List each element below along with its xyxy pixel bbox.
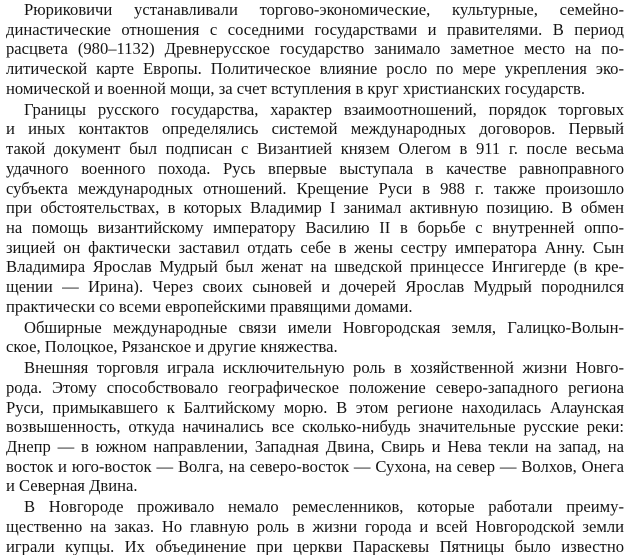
text-line: Обширные международные связи имели Новгородская земля, Галицко-Волын- bbox=[24, 317, 624, 337]
text-line: расцвета (980–1132) Древнерусское государство занимало заметное место на по- bbox=[6, 39, 624, 59]
text-line: литической карте Европы. Политическое влияние росло по мере укрепления эко- bbox=[6, 59, 624, 79]
text-line: Рюриковичи устанавливали торгово-экономические, культурные, семейно- bbox=[24, 0, 624, 19]
text-line: Руси, примыкавшего к Балтийскому морю. В этом регионе находилась Алаунская bbox=[6, 397, 624, 417]
text-line: восток и юго-восток — Волга, на северо-восток — Сухона, на север — Волхов, Онега bbox=[6, 456, 624, 476]
text-line: удачного военного похода. Русь впервые выступала в качестве равноправного bbox=[6, 158, 624, 178]
text-line: и Северная Двина. bbox=[6, 476, 138, 496]
text-line: и иных контактов определялись системой международных договоров. Первый bbox=[6, 119, 624, 139]
text-line: Днепр — в южном направлении, Западная Двина, Свирь и Нева текли на запад, на bbox=[6, 437, 624, 457]
text-line: щении — Ирина). Через своих сыновей и дочерей Ярослав Мудрый породнился bbox=[6, 277, 624, 297]
text-line: на помощь византийскому императору Василию II в борьбе с внутренней оппо- bbox=[6, 217, 624, 237]
text-line: рода. Этому способствовало географическое положение северо-западного региона bbox=[6, 377, 624, 397]
text-line: практически со всеми европейскими правящими домами. bbox=[6, 296, 413, 316]
text-line: Границы русского государства, характер взаимоотношений, порядок торговых bbox=[24, 99, 624, 119]
paragraph-principalities bbox=[6, 318, 624, 357]
text-line: Владимира Ярослав Мудрый был женат на шведской принцессе Ингигерде (в кре- bbox=[6, 257, 624, 277]
paragraph-novgorod-craftsmen bbox=[6, 497, 624, 555]
text-line: ское, Полоцкое, Рязанское и другие княжества. bbox=[6, 337, 338, 357]
text-line: щественно на заказ. Но главную роль в жизни города и всей Новгородской земли bbox=[6, 517, 624, 537]
paragraph-ruriks-relations bbox=[6, 0, 624, 99]
document-page bbox=[6, 0, 624, 555]
text-line: при обстоятельствах, в которых Владимир I занимал активную позицию. В обмен bbox=[6, 198, 624, 218]
paragraph-novgorod-trade bbox=[6, 358, 624, 496]
paragraph-international-treaties bbox=[6, 100, 624, 317]
text-line: номической и военной мощи, за счет вступления в круг христианских государств. bbox=[6, 78, 585, 98]
text-line: такой документ был подписан с Византией князем Олегом в 911 г. после весьма bbox=[6, 139, 624, 159]
text-line: субъекта международных отношений. Крещение Руси в 988 г. также произошло bbox=[6, 178, 624, 198]
text-line: возвышенность, откуда начинались все сколько-нибудь значительные русские реки: bbox=[6, 417, 624, 437]
text-line: зицией он фактически заставил отдать себе в жены сестру императора Анну. Сын bbox=[6, 237, 624, 257]
text-line: Внешняя торговля играла исключительную роль в хозяйственной жизни Новго- bbox=[24, 358, 624, 378]
text-line: династические отношения с соседними государствами и правителями. В период bbox=[6, 19, 624, 39]
text-line: В Новгороде проживало немало ремесленников, которые работали преиму- bbox=[24, 497, 624, 517]
text-line: играли купцы. Их объединение при церкви Параскевы Пятницы было известно bbox=[6, 536, 624, 555]
